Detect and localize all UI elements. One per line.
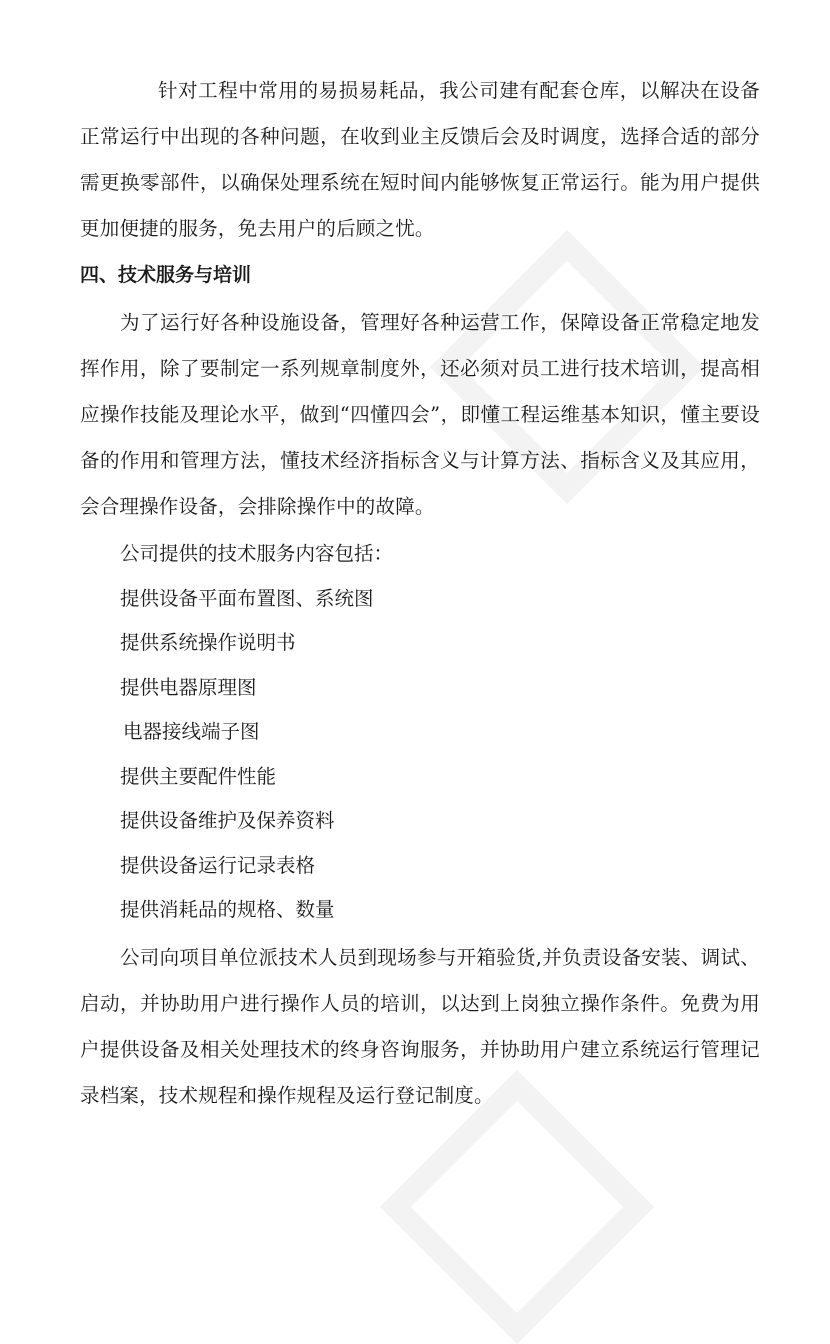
list-item: 提供消耗品的规格、数量	[120, 898, 335, 921]
list-item: 提供设备维护及保养资料	[120, 809, 335, 832]
services-intro: 公司提供的技术服务内容包括：	[120, 542, 394, 565]
section-heading: 四、技术服务与培训	[80, 264, 252, 286]
list-item: 提供系统操作说明书	[120, 631, 296, 654]
list-item: 提供设备运行记录表格	[120, 853, 316, 877]
document-body	[80, 68, 760, 1119]
list-item: 提供电器原理图	[120, 675, 257, 699]
paragraph-training: 为了运行好各种设施设备，管理好各种运营工作，保障设备正常稳定地发挥作用，除了要制定一系列规章制度外，还必须对员工进行技术培训，提高相应操作技能及理论水平，做到“四懂四会”，即懂工程运维基本知识，懂主要设备的作用和管理方法，懂技术经济指标含义与计算方法、指标含义及其应用，会合理操作设备，会排除操作中的故障。	[80, 311, 760, 518]
list-item: 提供主要配件性能	[120, 764, 277, 788]
services-list	[80, 577, 760, 933]
list-item: 提供设备平面布置图、系统图	[120, 586, 374, 610]
paragraph-spare-parts: 针对工程中常用的易损易耗品，我公司建有配套仓库，以解决在设备正常运行中出现的各种问题，在收到业主反馈后会及时调度，选择合适的部分需更换零部件，以确保处理系统在短时间内能够恢复正常运行。能为用户提供更加便捷的服务，免去用户的后顾之忧。	[80, 79, 760, 240]
paragraph-onsite-support: 公司向项目单位派技术人员到现场参与开箱验货,并负责设备安装、调试、启动，并协助用户进行操作人员的培训，以达到上岗独立操作条件。免费为用户提供设备及相关处理技术的终身咨询服务，并协助用户建立系统运行管理记录档案，技术规程和操作规程及运行登记制度。	[80, 945, 760, 1107]
list-item: 电器接线端子图	[123, 720, 260, 743]
